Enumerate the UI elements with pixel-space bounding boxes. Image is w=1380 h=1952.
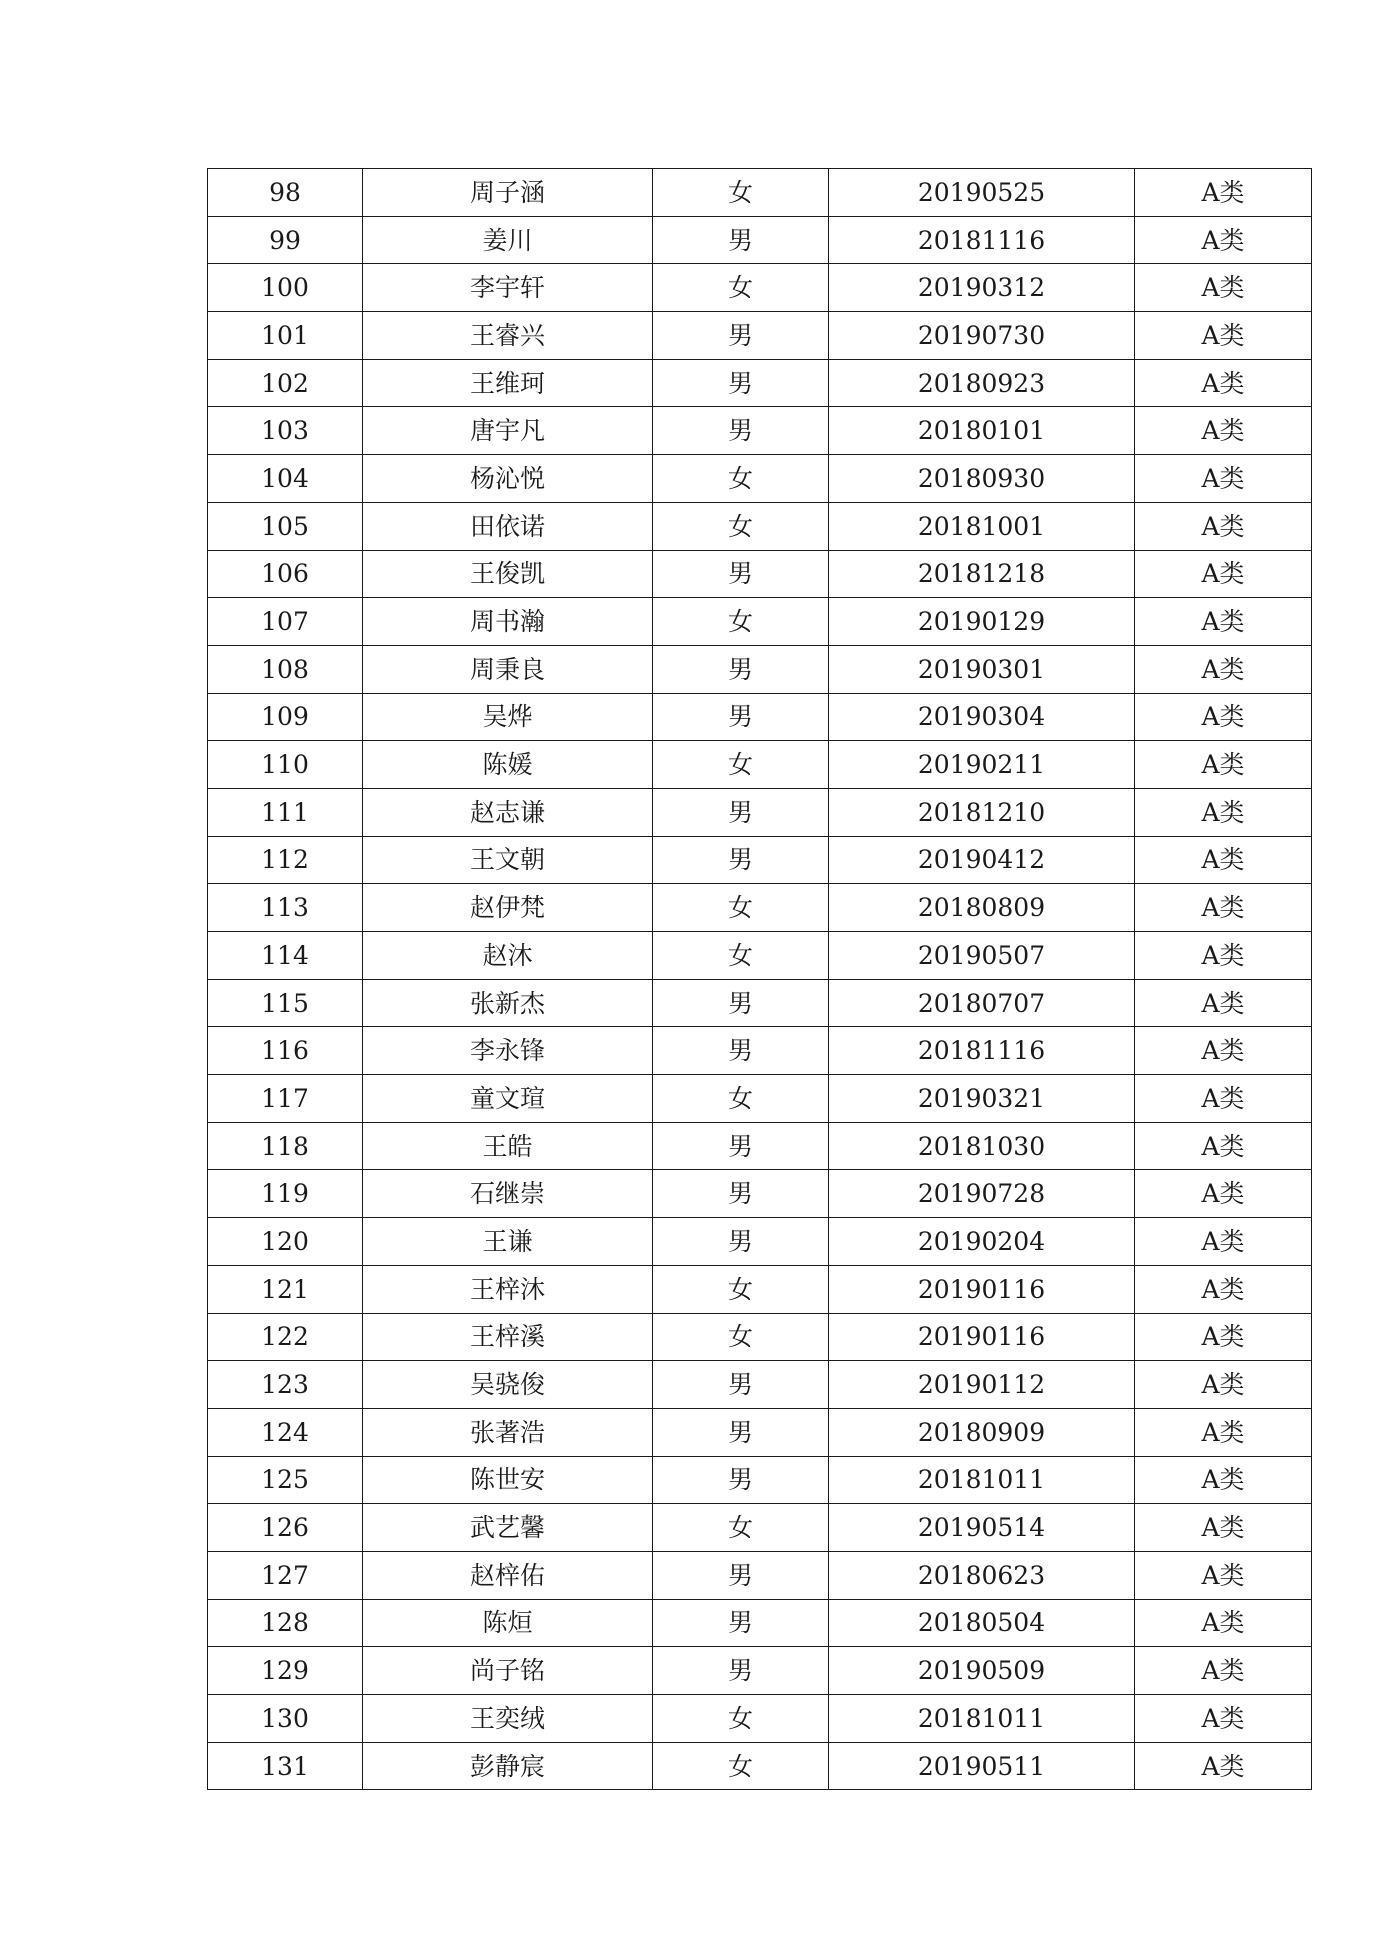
seq-cell: 131	[208, 1742, 363, 1790]
seq-cell: 102	[208, 359, 363, 407]
table-row	[208, 598, 1312, 646]
name-cell: 陈世安	[363, 1456, 653, 1504]
name-cell: 陈烜	[363, 1599, 653, 1647]
category-cell: A类	[1135, 1122, 1312, 1170]
name-cell: 姜川	[363, 216, 653, 264]
name-cell: 赵志谦	[363, 788, 653, 836]
category-cell: A类	[1135, 1075, 1312, 1123]
table-row	[208, 693, 1312, 741]
table-row	[208, 550, 1312, 598]
seq-cell: 112	[208, 836, 363, 884]
category-cell: A类	[1135, 1551, 1312, 1599]
category-cell: A类	[1135, 359, 1312, 407]
gender-cell: 女	[653, 455, 829, 503]
date-cell: 20181116	[829, 216, 1135, 264]
seq-cell: 120	[208, 1218, 363, 1266]
table-row	[208, 645, 1312, 693]
table-row	[208, 1170, 1312, 1218]
table-row	[208, 1361, 1312, 1409]
gender-cell: 女	[653, 598, 829, 646]
seq-cell: 129	[208, 1647, 363, 1695]
seq-cell: 124	[208, 1408, 363, 1456]
category-cell: A类	[1135, 1218, 1312, 1266]
gender-cell: 男	[653, 359, 829, 407]
date-cell: 20190116	[829, 1265, 1135, 1313]
seq-cell: 121	[208, 1265, 363, 1313]
name-cell: 周书瀚	[363, 598, 653, 646]
date-cell: 20180623	[829, 1551, 1135, 1599]
table-row	[208, 788, 1312, 836]
gender-cell: 男	[653, 1599, 829, 1647]
table-row	[208, 455, 1312, 503]
date-cell: 20181116	[829, 1027, 1135, 1075]
date-cell: 20181011	[829, 1695, 1135, 1743]
seq-cell: 109	[208, 693, 363, 741]
date-cell: 20190211	[829, 741, 1135, 789]
category-cell: A类	[1135, 455, 1312, 503]
name-cell: 王维珂	[363, 359, 653, 407]
gender-cell: 男	[653, 1218, 829, 1266]
category-cell: A类	[1135, 169, 1312, 217]
category-cell: A类	[1135, 407, 1312, 455]
gender-cell: 男	[653, 1361, 829, 1409]
name-cell: 周秉良	[363, 645, 653, 693]
date-cell: 20190525	[829, 169, 1135, 217]
table-row	[208, 1456, 1312, 1504]
table-row	[208, 1504, 1312, 1552]
name-cell: 周子涵	[363, 169, 653, 217]
date-cell: 20180909	[829, 1408, 1135, 1456]
table-row	[208, 1742, 1312, 1790]
date-cell: 20180101	[829, 407, 1135, 455]
name-cell: 尚子铭	[363, 1647, 653, 1695]
category-cell: A类	[1135, 598, 1312, 646]
date-cell: 20190112	[829, 1361, 1135, 1409]
seq-cell: 110	[208, 741, 363, 789]
date-cell: 20180707	[829, 979, 1135, 1027]
table-row	[208, 1313, 1312, 1361]
category-cell: A类	[1135, 1265, 1312, 1313]
table-row	[208, 741, 1312, 789]
date-cell: 20190507	[829, 932, 1135, 980]
table-row	[208, 1218, 1312, 1266]
table-row	[208, 1551, 1312, 1599]
category-cell: A类	[1135, 1361, 1312, 1409]
name-cell: 王俊凯	[363, 550, 653, 598]
seq-cell: 108	[208, 645, 363, 693]
date-cell: 20190509	[829, 1647, 1135, 1695]
name-cell: 王奕绒	[363, 1695, 653, 1743]
category-cell: A类	[1135, 884, 1312, 932]
category-cell: A类	[1135, 1027, 1312, 1075]
seq-cell: 127	[208, 1551, 363, 1599]
gender-cell: 女	[653, 1075, 829, 1123]
table-row	[208, 169, 1312, 217]
gender-cell: 男	[653, 1122, 829, 1170]
category-cell: A类	[1135, 1647, 1312, 1695]
table-row	[208, 1647, 1312, 1695]
name-cell: 杨沁悦	[363, 455, 653, 503]
gender-cell: 男	[653, 1551, 829, 1599]
date-cell: 20181001	[829, 502, 1135, 550]
date-cell: 20180809	[829, 884, 1135, 932]
gender-cell: 男	[653, 836, 829, 884]
seq-cell: 128	[208, 1599, 363, 1647]
seq-cell: 118	[208, 1122, 363, 1170]
name-cell: 王梓沐	[363, 1265, 653, 1313]
date-cell: 20180930	[829, 455, 1135, 503]
gender-cell: 女	[653, 264, 829, 312]
roster-table-body	[208, 169, 1312, 1790]
seq-cell: 113	[208, 884, 363, 932]
table-row	[208, 216, 1312, 264]
seq-cell: 125	[208, 1456, 363, 1504]
category-cell: A类	[1135, 1599, 1312, 1647]
seq-cell: 107	[208, 598, 363, 646]
gender-cell: 男	[653, 1408, 829, 1456]
category-cell: A类	[1135, 788, 1312, 836]
category-cell: A类	[1135, 502, 1312, 550]
date-cell: 20181210	[829, 788, 1135, 836]
category-cell: A类	[1135, 836, 1312, 884]
category-cell: A类	[1135, 550, 1312, 598]
seq-cell: 126	[208, 1504, 363, 1552]
category-cell: A类	[1135, 1313, 1312, 1361]
name-cell: 王皓	[363, 1122, 653, 1170]
gender-cell: 男	[653, 312, 829, 360]
category-cell: A类	[1135, 1742, 1312, 1790]
name-cell: 石继崇	[363, 1170, 653, 1218]
date-cell: 20190312	[829, 264, 1135, 312]
seq-cell: 130	[208, 1695, 363, 1743]
gender-cell: 女	[653, 169, 829, 217]
gender-cell: 男	[653, 979, 829, 1027]
date-cell: 20190116	[829, 1313, 1135, 1361]
gender-cell: 男	[653, 1170, 829, 1218]
table-row	[208, 932, 1312, 980]
seq-cell: 99	[208, 216, 363, 264]
seq-cell: 104	[208, 455, 363, 503]
table-row	[208, 1408, 1312, 1456]
roster-table	[207, 168, 1312, 1790]
gender-cell: 女	[653, 1742, 829, 1790]
category-cell: A类	[1135, 693, 1312, 741]
name-cell: 赵沐	[363, 932, 653, 980]
table-row	[208, 407, 1312, 455]
name-cell: 童文瑄	[363, 1075, 653, 1123]
seq-cell: 122	[208, 1313, 363, 1361]
seq-cell: 101	[208, 312, 363, 360]
name-cell: 赵伊梵	[363, 884, 653, 932]
seq-cell: 100	[208, 264, 363, 312]
table-row	[208, 359, 1312, 407]
table-row	[208, 1122, 1312, 1170]
table-row	[208, 264, 1312, 312]
date-cell: 20190730	[829, 312, 1135, 360]
category-cell: A类	[1135, 312, 1312, 360]
category-cell: A类	[1135, 979, 1312, 1027]
name-cell: 王梓溪	[363, 1313, 653, 1361]
table-row	[208, 502, 1312, 550]
date-cell: 20190301	[829, 645, 1135, 693]
date-cell: 20181030	[829, 1122, 1135, 1170]
date-cell: 20190514	[829, 1504, 1135, 1552]
date-cell: 20190204	[829, 1218, 1135, 1266]
seq-cell: 123	[208, 1361, 363, 1409]
category-cell: A类	[1135, 216, 1312, 264]
gender-cell: 女	[653, 1265, 829, 1313]
gender-cell: 女	[653, 932, 829, 980]
gender-cell: 女	[653, 502, 829, 550]
seq-cell: 106	[208, 550, 363, 598]
seq-cell: 116	[208, 1027, 363, 1075]
name-cell: 吴烨	[363, 693, 653, 741]
name-cell: 唐宇凡	[363, 407, 653, 455]
name-cell: 李宇轩	[363, 264, 653, 312]
date-cell: 20190412	[829, 836, 1135, 884]
name-cell: 张新杰	[363, 979, 653, 1027]
table-row	[208, 1075, 1312, 1123]
date-cell: 20190728	[829, 1170, 1135, 1218]
name-cell: 王睿兴	[363, 312, 653, 360]
gender-cell: 男	[653, 216, 829, 264]
name-cell: 李永锋	[363, 1027, 653, 1075]
gender-cell: 男	[653, 645, 829, 693]
category-cell: A类	[1135, 264, 1312, 312]
gender-cell: 男	[653, 407, 829, 455]
name-cell: 武艺馨	[363, 1504, 653, 1552]
table-row	[208, 1695, 1312, 1743]
seq-cell: 103	[208, 407, 363, 455]
table-row	[208, 979, 1312, 1027]
name-cell: 张著浩	[363, 1408, 653, 1456]
table-row	[208, 1265, 1312, 1313]
date-cell: 20181218	[829, 550, 1135, 598]
gender-cell: 女	[653, 1695, 829, 1743]
name-cell: 陈媛	[363, 741, 653, 789]
category-cell: A类	[1135, 1456, 1312, 1504]
name-cell: 彭静宸	[363, 1742, 653, 1790]
gender-cell: 男	[653, 693, 829, 741]
seq-cell: 119	[208, 1170, 363, 1218]
gender-cell: 男	[653, 1456, 829, 1504]
name-cell: 赵梓佑	[363, 1551, 653, 1599]
date-cell: 20181011	[829, 1456, 1135, 1504]
gender-cell: 女	[653, 741, 829, 789]
table-row	[208, 1599, 1312, 1647]
date-cell: 20190129	[829, 598, 1135, 646]
seq-cell: 105	[208, 502, 363, 550]
gender-cell: 男	[653, 1647, 829, 1695]
seq-cell: 114	[208, 932, 363, 980]
name-cell: 王谦	[363, 1218, 653, 1266]
gender-cell: 女	[653, 1504, 829, 1552]
category-cell: A类	[1135, 932, 1312, 980]
category-cell: A类	[1135, 1695, 1312, 1743]
category-cell: A类	[1135, 1504, 1312, 1552]
category-cell: A类	[1135, 1408, 1312, 1456]
category-cell: A类	[1135, 741, 1312, 789]
category-cell: A类	[1135, 645, 1312, 693]
table-row	[208, 836, 1312, 884]
name-cell: 王文朝	[363, 836, 653, 884]
gender-cell: 女	[653, 884, 829, 932]
seq-cell: 111	[208, 788, 363, 836]
seq-cell: 115	[208, 979, 363, 1027]
gender-cell: 男	[653, 788, 829, 836]
date-cell: 20180923	[829, 359, 1135, 407]
category-cell: A类	[1135, 1170, 1312, 1218]
date-cell: 20190321	[829, 1075, 1135, 1123]
table-row	[208, 1027, 1312, 1075]
gender-cell: 男	[653, 1027, 829, 1075]
table-row	[208, 312, 1312, 360]
date-cell: 20190304	[829, 693, 1135, 741]
name-cell: 吴骁俊	[363, 1361, 653, 1409]
gender-cell: 男	[653, 550, 829, 598]
date-cell: 20190511	[829, 1742, 1135, 1790]
seq-cell: 98	[208, 169, 363, 217]
date-cell: 20180504	[829, 1599, 1135, 1647]
table-row	[208, 884, 1312, 932]
name-cell: 田依诺	[363, 502, 653, 550]
gender-cell: 女	[653, 1313, 829, 1361]
seq-cell: 117	[208, 1075, 363, 1123]
